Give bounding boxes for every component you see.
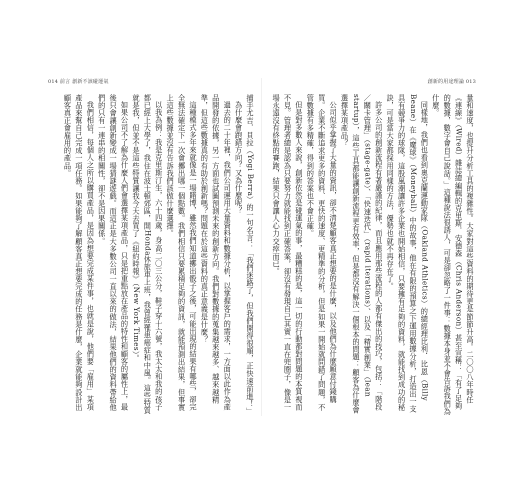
- right-running-header: 創新的用途理論 013: [427, 79, 476, 85]
- paragraph: 如果公司不了解為什麼人們會選擇某項產品，只是把重點放在產品的特性和顧客的屬性上，最後只會讓創新變成一場猜謎遊戲。而這正是大多數公司一直以來的做法，結果他們的資料帶給他們的只有一連串的相關性，卻不是因果關係。: [97, 94, 130, 412]
- paragraph: 許多公司的創新流程有著嚴謹的紀律，而且應用那些流程的人都有傑出的技巧，包括：「階段／關卡管理」（stage-gate）、「快速迭代」（rapid iterations）、以及「精實創業」（lean startup），這些工具都能讓創新流程更有效率，但是都沒有解決一個根本的問題：顧客為什麼會選擇某項產品？: [340, 94, 384, 414]
- book-spread: [46, 78, 478, 416]
- right-page: [268, 78, 478, 416]
- paragraph: 為什麼會跑錯方向？又為什麼呢？: [234, 101, 244, 215]
- paragraph: 但是對多數人來說，創新依然是碰運氣的事，最糟糕的是，這一切的行動都對問題的本質視而不見。管理者總是認為只要努力就能找到正確答案，卻沒有發現自己其實一直在兜圈子，像是一場永遠沒有終點的賽跑，結果只會讓人心力交瘁而已。: [272, 94, 304, 412]
- paragraph: 量和速度，也提升分析工具的複雜性。大家對這些資料的期待更是節節升高。二〇〇八年時任《連線》（Wired）雜誌總編輯的克里斯．安德森（Chris Anderson）甚至宣稱：「有了足夠的數據，數字會自己說話。」這種說法很誘人，可是卻忽略了一件事：數據本身並不會告訴我們為什麼。: [431, 94, 475, 416]
- paragraph: 捕手尤吉．貝拉（Yogi Berra）的一句名言：「我們迷路了，但我們開得很順，正快速前進！」: [246, 94, 255, 416]
- paragraph: 過去的二十年裡，我們公司運用大量資料和數據分析，以掌握客戶的需求，一方面以此作為產品開發的依據，另一方面也試圖預測未來的創新方向。我們對數據的蒐集越來越多、越來越精準，但這些數據真的有助於創新嗎？問題在於這些資料的真正意義是什麼？: [200, 94, 233, 411]
- paragraph: 公司似乎掌握了大量的資訊，卻不清楚顧客真正想要的是什麼，以及他們為什麼願意付錢購買。企業不斷追求更多的資料、更快的速度、更精準的分析，但是如果一開始就問錯了問題，不管數據有多精確，得到的答案也不會正確。: [306, 94, 339, 412]
- left-page: [46, 78, 258, 416]
- page-gutter: [261, 78, 262, 416]
- right-page-body: [270, 94, 476, 416]
- left-running-header: 014 前言 創新不該碰運氣: [48, 79, 109, 85]
- paragraph: 這種模式多年來就像是一場賭博，雖然我們知道擲出骰子之後，可能出現的結果有哪些，卻完全無法確定下一次會擲出哪一個點數。我們相信只要累積足夠的資訊，就能預測出結果，但事實上這些數據並沒有告訴我們該做什麼選擇。: [166, 94, 198, 412]
- left-page-body: [48, 94, 256, 416]
- paragraph: 我們相信，每個人之所以購買產品，是因為想要完成某件事，也就是說，他們要「雇用」某項產品來幫自己完成一項任務。如果能夠了解顧客真正想要完成的任務是什麼，企業就能夠設計出顧客真正會雇用的產品。: [63, 94, 96, 412]
- paragraph: 以我為例：我是克里斯汀生，六十四歲，身高二〇三公分，鞋子穿十六號，我太太和我的孩子都已經上大學了，我住在波士頓郊區，開Honda休旅車上班，我曾經罹患癌症和中風。這些特質就是我，但並不是這些特質讓我今天去買了《紐約時報》（New York Times）。: [131, 94, 164, 415]
- paragraph: 同樣地，我們也看到奧克蘭運動家隊（Oakland Athletics）的總經理比利．比恩（Billy Beane）在《魔球》（Moneyball）中的故事，他在有限的預算之下運用數據分析，打造出一支具有競爭力的球隊，這股風潮讓許多企業也開始相信，只要擁有足夠的資料，就能找到成功的秘訣，可是當大家都採用同樣的方法，優勢也就不再存在了。: [386, 94, 430, 413]
